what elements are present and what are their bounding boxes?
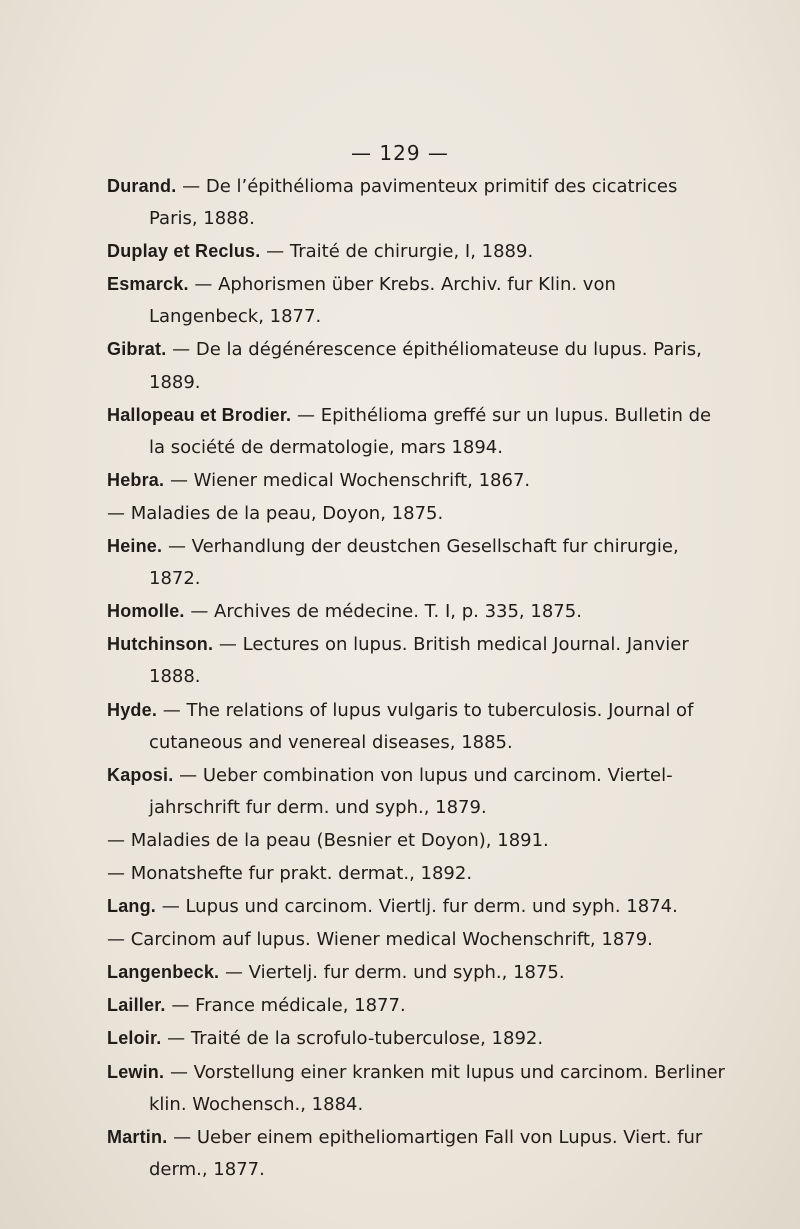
- entry-author: Lang.: [107, 896, 156, 917]
- entry-author: Leloir.: [107, 1028, 162, 1049]
- entry-text: — Wiener medical Wochenschrift, 1867.: [164, 469, 531, 491]
- entry-text: — Lectures on lupus. British medical Journal. Janvier 1888.: [149, 634, 689, 688]
- bibliography-entry: [107, 235, 727, 268]
- bibliography-entry: [107, 170, 727, 235]
- entry-author: Gibrat.: [107, 339, 167, 360]
- bibliography-entry: [107, 268, 727, 333]
- entry-text: — Traité de chirurgie, I, 1889.: [260, 241, 534, 263]
- entry-text: — Maladies de la peau, Doyon, 1875.: [107, 502, 444, 524]
- entry-author: Hallopeau et Brodier.: [107, 404, 292, 425]
- bibliography-entry: [107, 694, 727, 759]
- entry-text: — Aphorismen über Krebs. Archiv. fur Klin. von Langenbeck, 1877.: [149, 274, 616, 328]
- entry-text: — Archives de médecine. T. I, p. 335, 1875.: [184, 601, 582, 623]
- entry-text: — Vorstellung einer kranken mit lupus und carcinom. Berliner klin. Wochensch., 1884.: [149, 1061, 725, 1115]
- entry-author: Durand.: [107, 176, 177, 196]
- bibliography-entry: [107, 399, 727, 464]
- entry-text: — Monatshefte fur prakt. dermat., 1892.: [107, 862, 473, 884]
- entry-text: — Verhandlung der deustchen Gesellschaft fur chirurgie, 1872.: [149, 536, 679, 590]
- bibliography-entry: [107, 595, 727, 628]
- bibliography-entry: [107, 497, 727, 530]
- bibliography-entry: [107, 956, 727, 989]
- bibliography-entry: [107, 824, 727, 857]
- bibliography-entry: [107, 1056, 727, 1121]
- bibliography-entry: [107, 989, 727, 1022]
- entry-text: — Viertelj. fur derm. und syph., 1875.: [219, 962, 565, 984]
- entry-author: Hebra.: [107, 469, 165, 490]
- entry-author: Esmarck.: [107, 274, 189, 295]
- bibliography-entry: [107, 464, 727, 497]
- entry-text: — Ueber combination von lupus und carcinom. Viertel-jahrschrift fur derm. und syph., 1879.: [149, 764, 673, 818]
- entry-author: Heine.: [107, 536, 163, 557]
- entry-author: Lewin.: [107, 1061, 165, 1082]
- entry-author: Martin.: [107, 1126, 168, 1147]
- entry-text: — France médicale, 1877.: [165, 995, 406, 1017]
- entry-author: Kaposi.: [107, 764, 174, 785]
- bibliography-entry: [107, 1022, 727, 1055]
- entry-text: — De l’épithélioma pavimenteux primitif des cicatrices Paris, 1888.: [149, 176, 678, 230]
- entry-text: — Epithélioma greffé sur un lupus. Bulletin de la société de dermatologie, mars 1894.: [149, 404, 712, 458]
- bibliography-entry: [107, 890, 727, 923]
- bibliography-entry: [107, 857, 727, 890]
- bibliography-entry: [107, 628, 727, 693]
- entry-author: Hutchinson.: [107, 634, 214, 655]
- entry-text: — Maladies de la peau (Besnier et Doyon), 1891.: [107, 829, 549, 851]
- bibliography-list: [107, 170, 727, 1186]
- bibliography-entry: [107, 759, 727, 824]
- bibliography-entry: [107, 530, 727, 595]
- entry-text: — Ueber einem epitheliomartigen Fall von Lupus. Viert. fur derm., 1877.: [149, 1126, 703, 1180]
- bibliography-entry: [107, 1121, 727, 1186]
- entry-author: Lailler.: [107, 995, 166, 1016]
- entry-author: Hyde.: [107, 699, 158, 720]
- entry-text: — Carcinom auf lupus. Wiener medical Wochenschrift, 1879.: [107, 929, 653, 951]
- entry-text: — The relations of lupus vulgaris to tuberculosis. Journal of cutaneous and venereal diseases, 1885.: [149, 699, 694, 753]
- entry-text: — De la dégénérescence épithéliomateuse du lupus. Paris, 1889.: [149, 339, 702, 393]
- bibliography-entry: [107, 333, 727, 398]
- page-number: — 129 —: [351, 141, 449, 165]
- entry-author: Homolle.: [107, 601, 185, 622]
- entry-author: Duplay et Reclus.: [107, 241, 261, 262]
- entry-text: — Traité de la scrofulo-tuberculose, 1892.: [161, 1028, 544, 1050]
- entry-text: — Lupus und carcinom. Viertlj. fur derm. und syph. 1874.: [156, 896, 678, 918]
- bibliography-entry: [107, 923, 727, 956]
- entry-author: Langenbeck.: [107, 962, 220, 983]
